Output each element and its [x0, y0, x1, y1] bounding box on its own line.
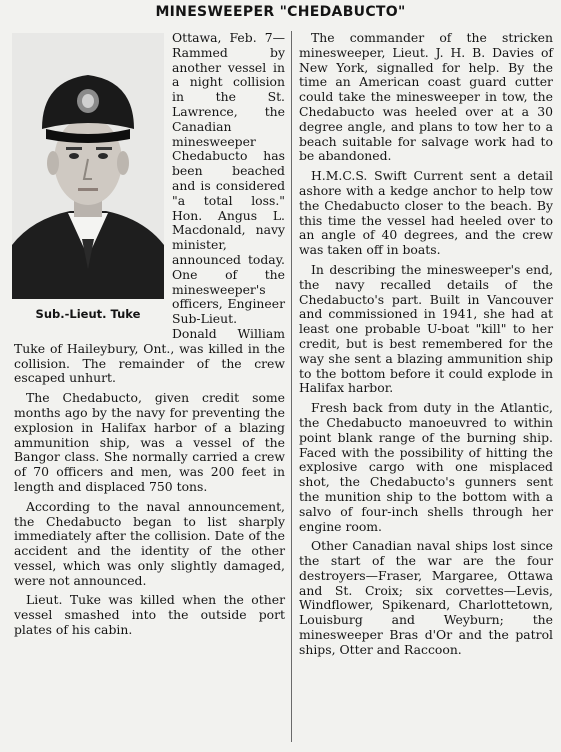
right-column: [299, 31, 553, 746]
paragraph: Ottawa, Feb. 7—Rammed by another vessel in a night collision in the St. Lawrence, the Canadian minesweeper Chedabucto has been beached and is considered "a total loss." Hon. Angus L. Macdonald, navy minister, announced today. One of the minesweeper's officers, Engineer Sub-Lieut. Donald William Tuke of Haileybury, Ont., was killed in the collision. The remainder of the crew escaped unhurt.: [14, 30, 285, 386]
paragraph: H.M.C.S. Swift Current sent a detail ashore with a kedge anchor to help tow the Chedabucto closer to the beach. By this time the vessel had heeled over to an angle of 40 degrees, and the crew was taken off in boats.: [299, 168, 553, 258]
paragraph: Other Canadian naval ships lost since the start of the war are the four destroyers—Fraser, Margaree, Ottawa and St. Croix; six corvettes—Levis, Windflower, Spikenard, Charlottetown, Louisburg and Weyburn; the minesweeper Bras d'Or and the patrol ships, Otter and Raccoon.: [299, 538, 553, 657]
paragraph: Fresh back from duty in the Atlantic, the Chedabucto manoeuvred to within point blank range of the burning ship. Faced with the possibility of hitting the explosive cargo with one misplaced shot, the Chedabucto's gunners sent the munition ship to the bottom with a salvo of four-inch shells through her engine room.: [299, 400, 553, 534]
headline: MINESWEEPER "CHEDABUCTO": [155, 4, 406, 20]
left-column: [14, 31, 285, 746]
paragraph: The commander of the stricken minesweeper, Lieut. J. H. B. Davies of New York, signalled for help. By the time an American coast guard cutter could take the minesweeper in tow, the Chedabucto was heeled over at a 30 degree angle, and plans to tow her to a beach suitable for salvage work had to be abandoned.: [299, 30, 553, 164]
paragraph: In describing the minesweeper's end, the navy recalled details of the Chedabucto's part. Built in Vancouver and commissioned in 1941, she had at least one probable U-boat "kill" to her credit, but is best remembered for the way she sent a blazing ammunition ship to the bottom before it could explode in Halifax harbor.: [299, 261, 553, 396]
paragraph: The Chedabucto, given credit some months ago by the navy for preventing the explosion in Halifax harbor of a blazing ammunition ship, was a vessel of the Bangor class. She normally carried a crew of 70 officers and men, was 200 feet in length and displaced 750 tons.: [14, 390, 285, 494]
column-divider: [291, 31, 292, 742]
portrait-photo: [12, 33, 164, 326]
portrait-photo-icon: [12, 33, 164, 299]
paragraph: Lieut. Tuke was killed when the other vessel smashed into the outside port plates of his cabin.: [14, 592, 285, 638]
paragraph: According to the naval announcement, the Chedabucto began to list sharply immediately after the collision. Date of the accident and the identity of the other vessel, which was only slightly damaged, were not announced.: [14, 498, 285, 588]
photo-caption: Sub.-Lieut. Tuke: [35, 307, 141, 321]
